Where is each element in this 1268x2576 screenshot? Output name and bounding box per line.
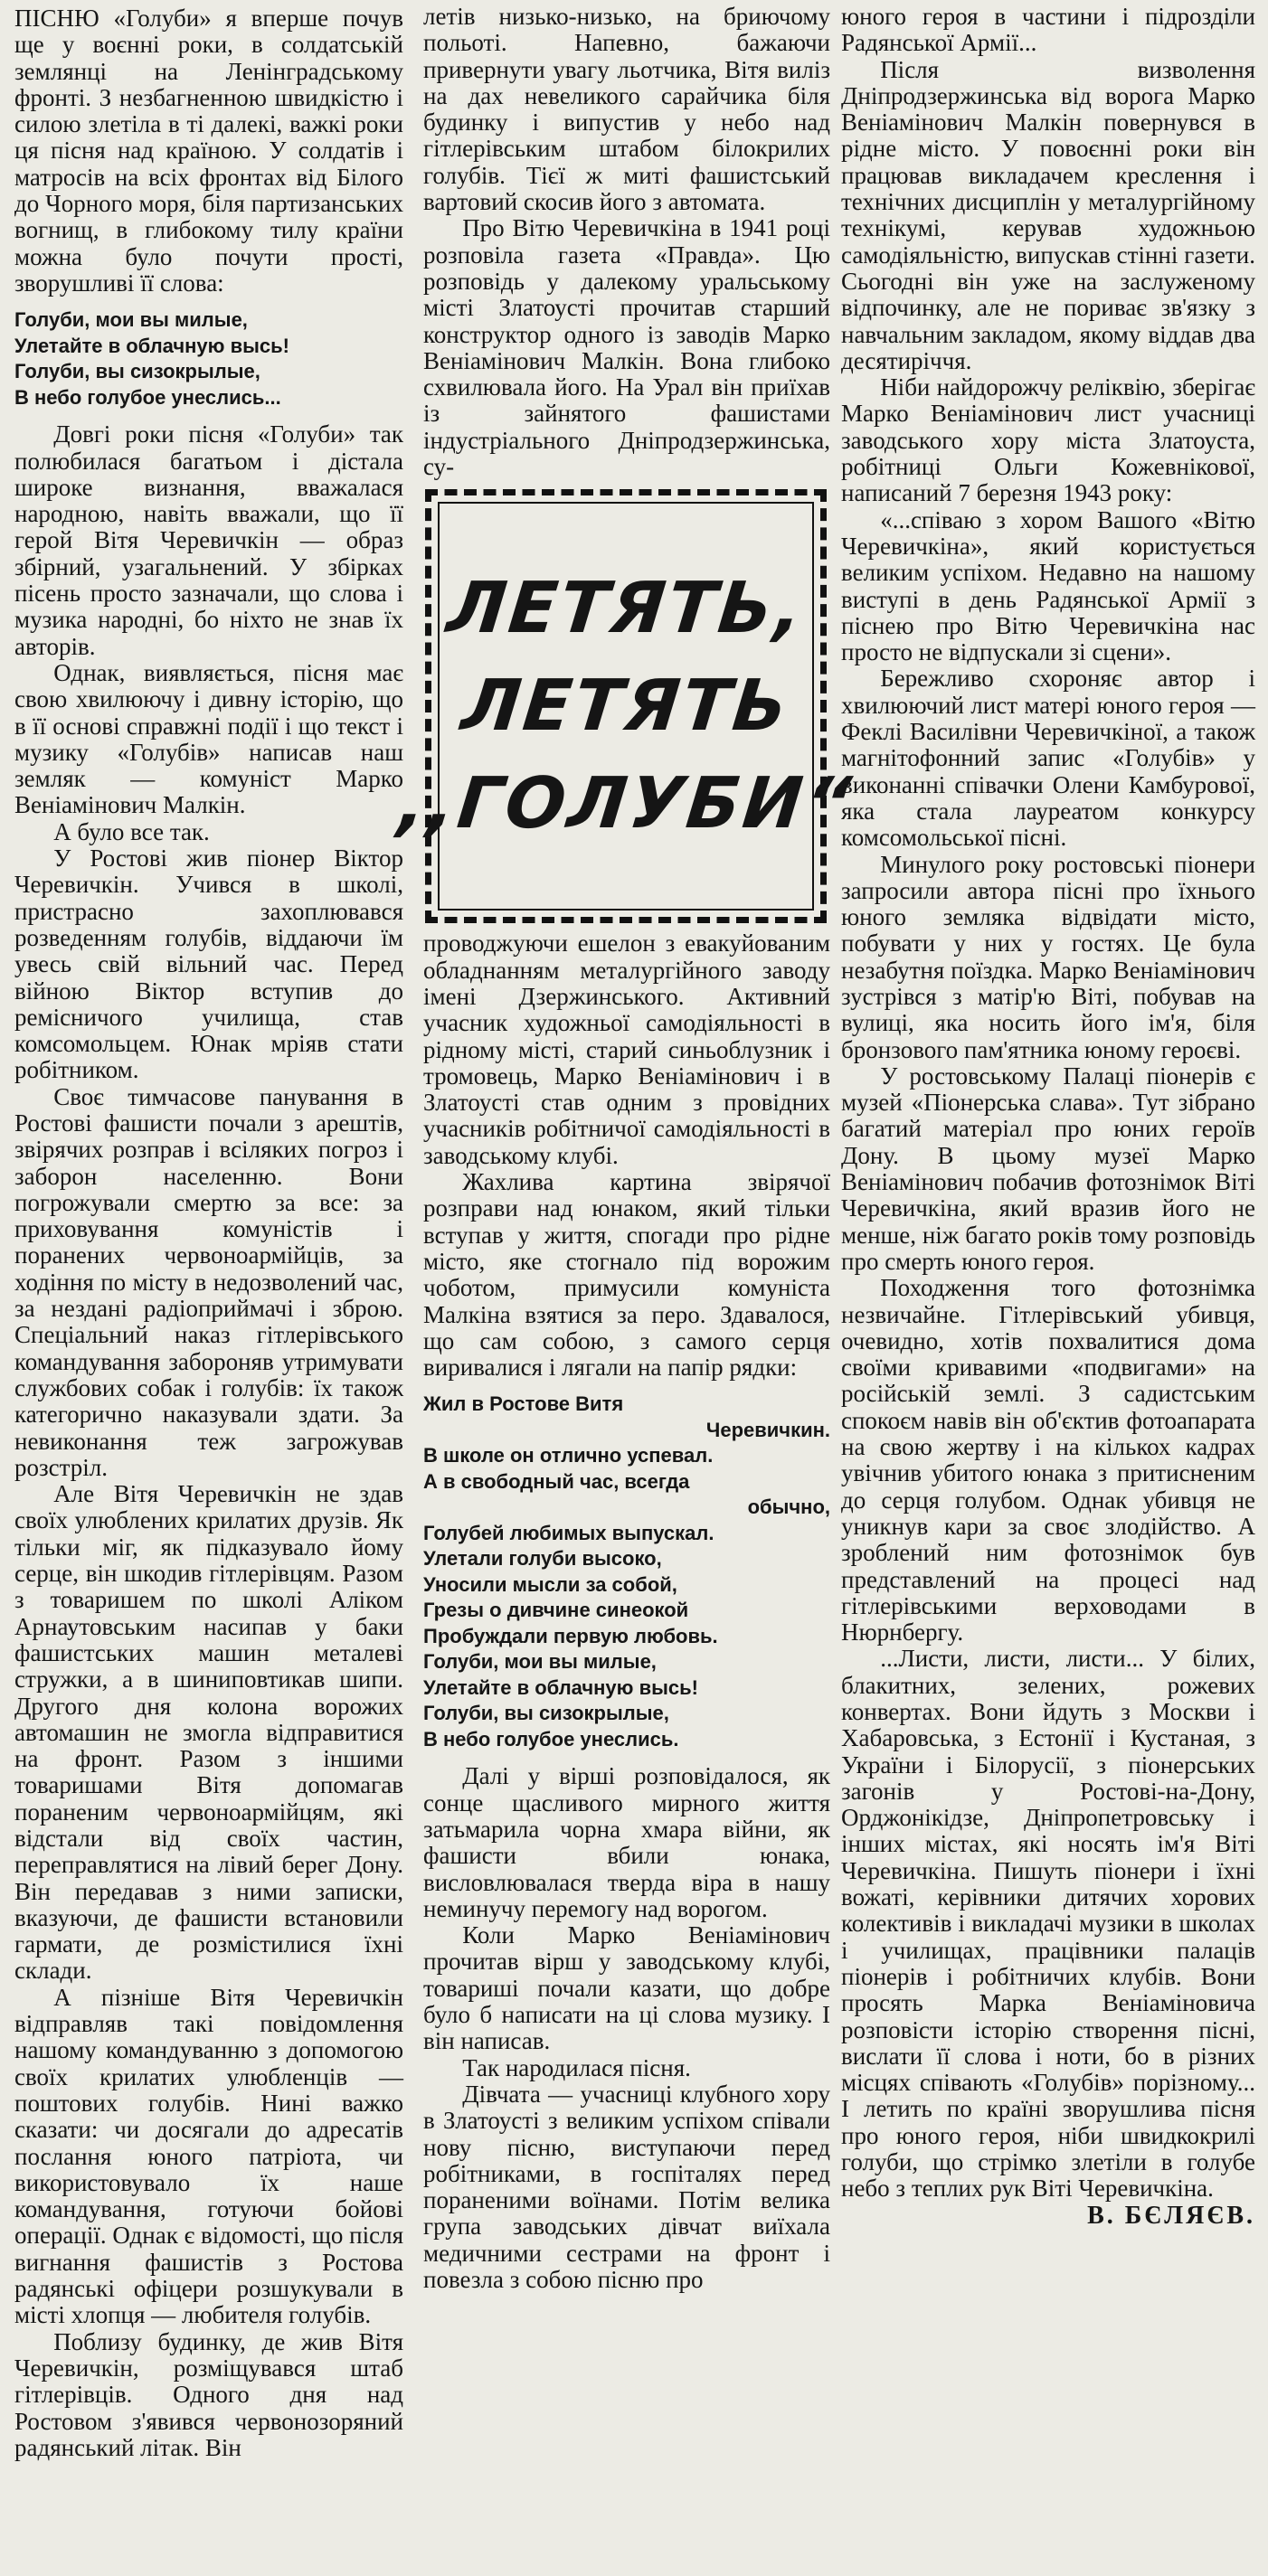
headline-line: ЛЕТЯТЬ [458,665,794,748]
paragraph: Однак, виявляється, пісня має свою хвилюючу і дивну історію, що в її основі справжні події і що текст і музику «Голубів» написав наш земляк — комуніст Марко Веніамінович Малкін. [14,658,403,819]
verse-line: Улетайте в облачную высь! [14,334,289,357]
paragraph: У ростовському Палаці піонерів є музей «Піонерська слава». Тут зібрано багатий матеріал про юних героїв Дону. В цьому музеї Марко Веніамінович побачив фотознімок Віті Черевичкіна, який вразив його не менше, ніж багато років тому розповідь про смерть юного героя. [841,1062,1255,1275]
paragraph: Походження того фотознімка незвичайне. Гітлерівський убивця, очевидно, хотів похвалитися дома своїми кривавими «подвигами» на російській землі. З садистським спокоєм навів він об'єктив фотоапарата на свою жертву і на кількох кадрах увічнив убитого юнака з притисненим до серця голубом. Однак убивця не уникнув кари за своє злодійство. А зроблений ним фотознімок був представлений на процесі над гітлерівськими верховодами в Нюрнбергу. [841,1274,1255,1647]
verse-line: В небо голубое унеслись. [423,1727,679,1750]
paragraph: Далі у вірші розповідалося, як сонце щасливого мирного життя затьмарила чорна хмара війни, як фашисти вбили юнака, висловлювалася тверда віра в нашу неминучу перемогу над ворогом. [423,1762,830,1922]
paragraph: Минулого року ростовські піонери запросили автора пісні про їхнього юного земляка відвідати місто, побувати у них у гостях. Це була незабутня поїздка. Марко Веніамінович зустрівся з матір'ю Віті, побував на вулиці, яка носить його ім'я, біля бронзового пам'ятника юному героєві. [841,850,1255,1063]
headline-line: ЛЕТЯТЬ, [442,568,809,650]
verse-line: обычно, [747,1496,830,1519]
paragraph: Ніби найдорожчу реліквію, зберігає Марко Веніамінович лист учасниці заводського хору міста Златоуста, робітниці Ольги Кожевнікової, написаний 7 березня 1943 року: [841,373,1255,507]
letter-quote: «...співаю з хором Вашого «Вітю Черевичкіна», який користується великим успіхом. Недавно на нашому виступі в день Радянської Армії з піснею про Вітю Черевичкіна нас просто не відпускали зі сцени». [841,505,1255,666]
verse-line: Голубей любимых выпускал. [423,1521,714,1544]
verse-line: Черевичкин. [705,1418,830,1441]
article-column-2 [394,0,857,2576]
paragraph: Поблизу будинку, де жив Вітя Черевичкін, розміщувався штаб гітлерівців. Одного дня над Ростовом з'явився червонозоряний радянський літак. Він [14,2327,403,2461]
paragraph: Своє тимчасове панування в Ростові фашисти почали з арештів, звірячих розправ і всіляких погроз і заборон населенню. Вони погрожували смертю за все: за приховування комуністів і поранених червоноармійців, за ходіння по місту в недозволений час, за нездані радіоприймачі і зброю. Спеціальний наказ гітлерівського командування забороняв утримувати службових собак і голубів: їх також категорично наказували здати. За невиконання теж загрожував розстріл. [14,1082,403,1481]
article-column-1 [14,0,403,2576]
paragraph: ПІСНЮ «Голуби» я вперше почув ще у воєнні роки, в солдатській землянці на Ленінградському фронті. З незбагненною швидкістю і силою злетіла в ті далекі, важкі роки ця пісня над країною. У солдатів і матросів на всіх фронтах від Білого до Чорного моря, біля партизанських вогнищ, в глибокому тилу країни можна було почути прості, зворушливі її слова: [14,5,403,297]
author-signature: В. БЄЛЯЄВ. [1087,2201,1255,2230]
paragraph: Бережливо схороняє автор і хвилюючий лист матері юного героя — Феклі Василівни Черевичкіної, а також магнітофонний запис «Голубів» у виконанні співачки Олени Камбурової, яка стала лауреатом конкурсу комсомольської пісні. [841,665,1255,852]
verse-line: Голуби, мои вы милые, [14,308,248,332]
verse-line: Грезы о дивчине синеокой [423,1599,689,1622]
paragraph: Але Вітя Черевичкін не здав своїх улюблених крилатих друзів. Як тільки міг, як підказувало йому серце, він шкодив гітлерівцям. Разом з товаришем по школі Аліком Арнаутовським насипав у баки фашистських машин металеві стружки, а в шиниповтикав шипи. Другого дня колона ворожих автомашин не змогла відправитися на фронт. Разом з іншими товаришами Вітя допомагав пораненим червоноармійцям, які відстали від своїх частин, переправлятися на лівий берег Дону. Він передавав з ними записки, вказуючи, де фашисти встановили гармати, де розмістилися їхні склади. [14,1480,403,1985]
paragraph: ...Листи, листи, листи... У білих, блакитних, зелених, рожевих конвертах. Вони йдуть з Москви і Хабаровська, з Естонії і Кустаная, з України і Білорусії, з піонерських загонів у Ростові-на-Дону, Орджонікідзе, Дніпропетровську і інших містах, які носять ім'я Віті Черевичкіна. Пишуть піонери і їхні вожаті, керівники дитячих хорових колективів і викладачі музики в школах і училищах, працівники палаців піонерів і робітничих клубів. Вони просять Марка Веніаміновича розповісти історію створення пісні, вислати її слова і ноти, бо в різних місцях співають «Голубів» порізному... І летить по країні зворушлива пісня про юного героя, ніби швидкокрилі голуби, що стрімко злетіли в голубе небо з теплих рук Віті Черевичкіна. [841,1645,1255,2203]
paragraph: У Ростові жив піонер Віктор Черевичкін. Учився в школі, пристрасно захоплювався розведенням голубів, віддаючи їм увесь свій вільний час. Перед війною Віктор вступив до ремісничого училища, став комсомольцем. Юнак мріяв стати робітником. [14,845,403,1084]
paragraph: Після визволення Дніпродзержинська від ворога Марко Веніамінович Малкін повернувся в рідне місто. У повоєнні роки він працював викладачем креслення і технічних дисциплін у металургійному технікумі, керував художньою самодіяльністю, випускав стінні газети. Сьогодні він уже на заслуженому відпочинку, але не пориває зв'язку з навчальним закладом, якому віддав два десятиріччя. [841,55,1255,374]
verse-line: Пробуждали первую любовь. [423,1624,718,1647]
verse-line: В небо голубое унеслись... [14,385,281,409]
paragraph: А пізніше Вітя Черевичкін відправляв такі повідомлення нашому командуванню з допомогою своїх крилатих улюбленців — поштових голубів. Нині важко сказати: чи досягали до адресатів послання юного патріота, чи використовувало їх наше командування, готуючи бойові операції. Однак є відомості, що після вигнання фашистів з Ростова радянські офіцери розшукували в місті хлопця — любителя голубів. [14,1983,403,2329]
paragraph: Про Вітю Черевичкіна в 1941 році розповіла газета «Правда». Цю розповідь у далекому уральському місті Златоусті прочитав старший конструктор одного із заводів Марко Веніамінович Малкін. Вона глибоко схвилювала його. На Урал він приїхав із зайнятого фашистами індустріального Дніпродзержинська, су- [423,214,830,481]
verse-line: Голуби, вы сизокрылые, [423,1702,669,1725]
paragraph: Жахлива картина звірячої розправи над юнаком, який тільки вступав у життя, спогади про рідне місто, яке стогнало під ворожим чоботом, примусили комуніста Малкіна взятися за перо. Здавалося, що сам собою, з самого серця виривалися і лягали на папір рядки: [423,1168,830,1382]
paragraph: юного героя в частини і підрозділи Радянської Армії... [841,3,1255,57]
headline-line: ,,ГОЛУБИ“ [394,763,857,845]
verse-line: Голуби, вы сизокрылые, [14,360,260,383]
headline-box [394,489,857,923]
article-column-3 [841,0,1255,2576]
paragraph: Так народилася пісня. [462,2053,691,2081]
paragraph: А було все так. [53,817,210,845]
song-verse-quote [14,307,403,410]
verse-line: Жил в Ростове Витя [423,1392,624,1416]
paragraph: летів низько-низько, на бриючому польоті. Напевно, бажаючи привернути увагу льотчика, Вітя виліз на дах невеликого сарайчика біля будинку і випустив у небо над гітлерівським штабом білокрилих голубів. Тієї ж миті фашистський вартовий скосив його з автомата. [423,3,830,216]
verse-line: Улетали голуби высоко, [423,1547,662,1571]
verse-line: Улетайте в облачную высь! [423,1675,698,1699]
verse-line: В школе он отлично успевал. [423,1444,714,1467]
verse-line: А в свободный час, всегда [423,1469,690,1493]
verse-line: Уносили мысли за собой, [423,1572,677,1596]
song-verse-full [423,1392,830,1752]
verse-line: Голуби, мои вы милые, [423,1650,657,1674]
paragraph: Дівчата — учасниці клубного хору в Златоусті з великим успіхом співали нову пісню, виступаючи перед робітниками, в госпіталях перед пораненими воїнами. Потім велика група заводських дівчат виїхала медичними сестрами на фронт і повезла з собою пісню про [423,2080,830,2294]
paragraph: Довгі роки пісня «Голуби» так полюбилася багатьом і дістала широке визнання, вважалася народною, навіть вважали, що її герой Вітя Черевичкін — образ збірний, узагальнений. У збірках пісень просто зазначали, що слова і музика народні, бо ніхто не знав їх авторів. [14,420,403,660]
paragraph: Коли Марко Веніамінович прочитав вірш у заводському клубі, товариші почали казати, що добре було б написати на ці слова музику. І він написав. [423,1921,830,2055]
paragraph: проводжуючи ешелон з евакуйованим обладнанням металургійного заводу імені Дзержинського. Активний учасник художньої самодіяльності в рідному місті, старий синьоблузник і тромовець, Марко Веніамінович і в Златоусті став одним з провідних учасників робітничої самодіяльності в заводському клубі. [423,929,830,1169]
